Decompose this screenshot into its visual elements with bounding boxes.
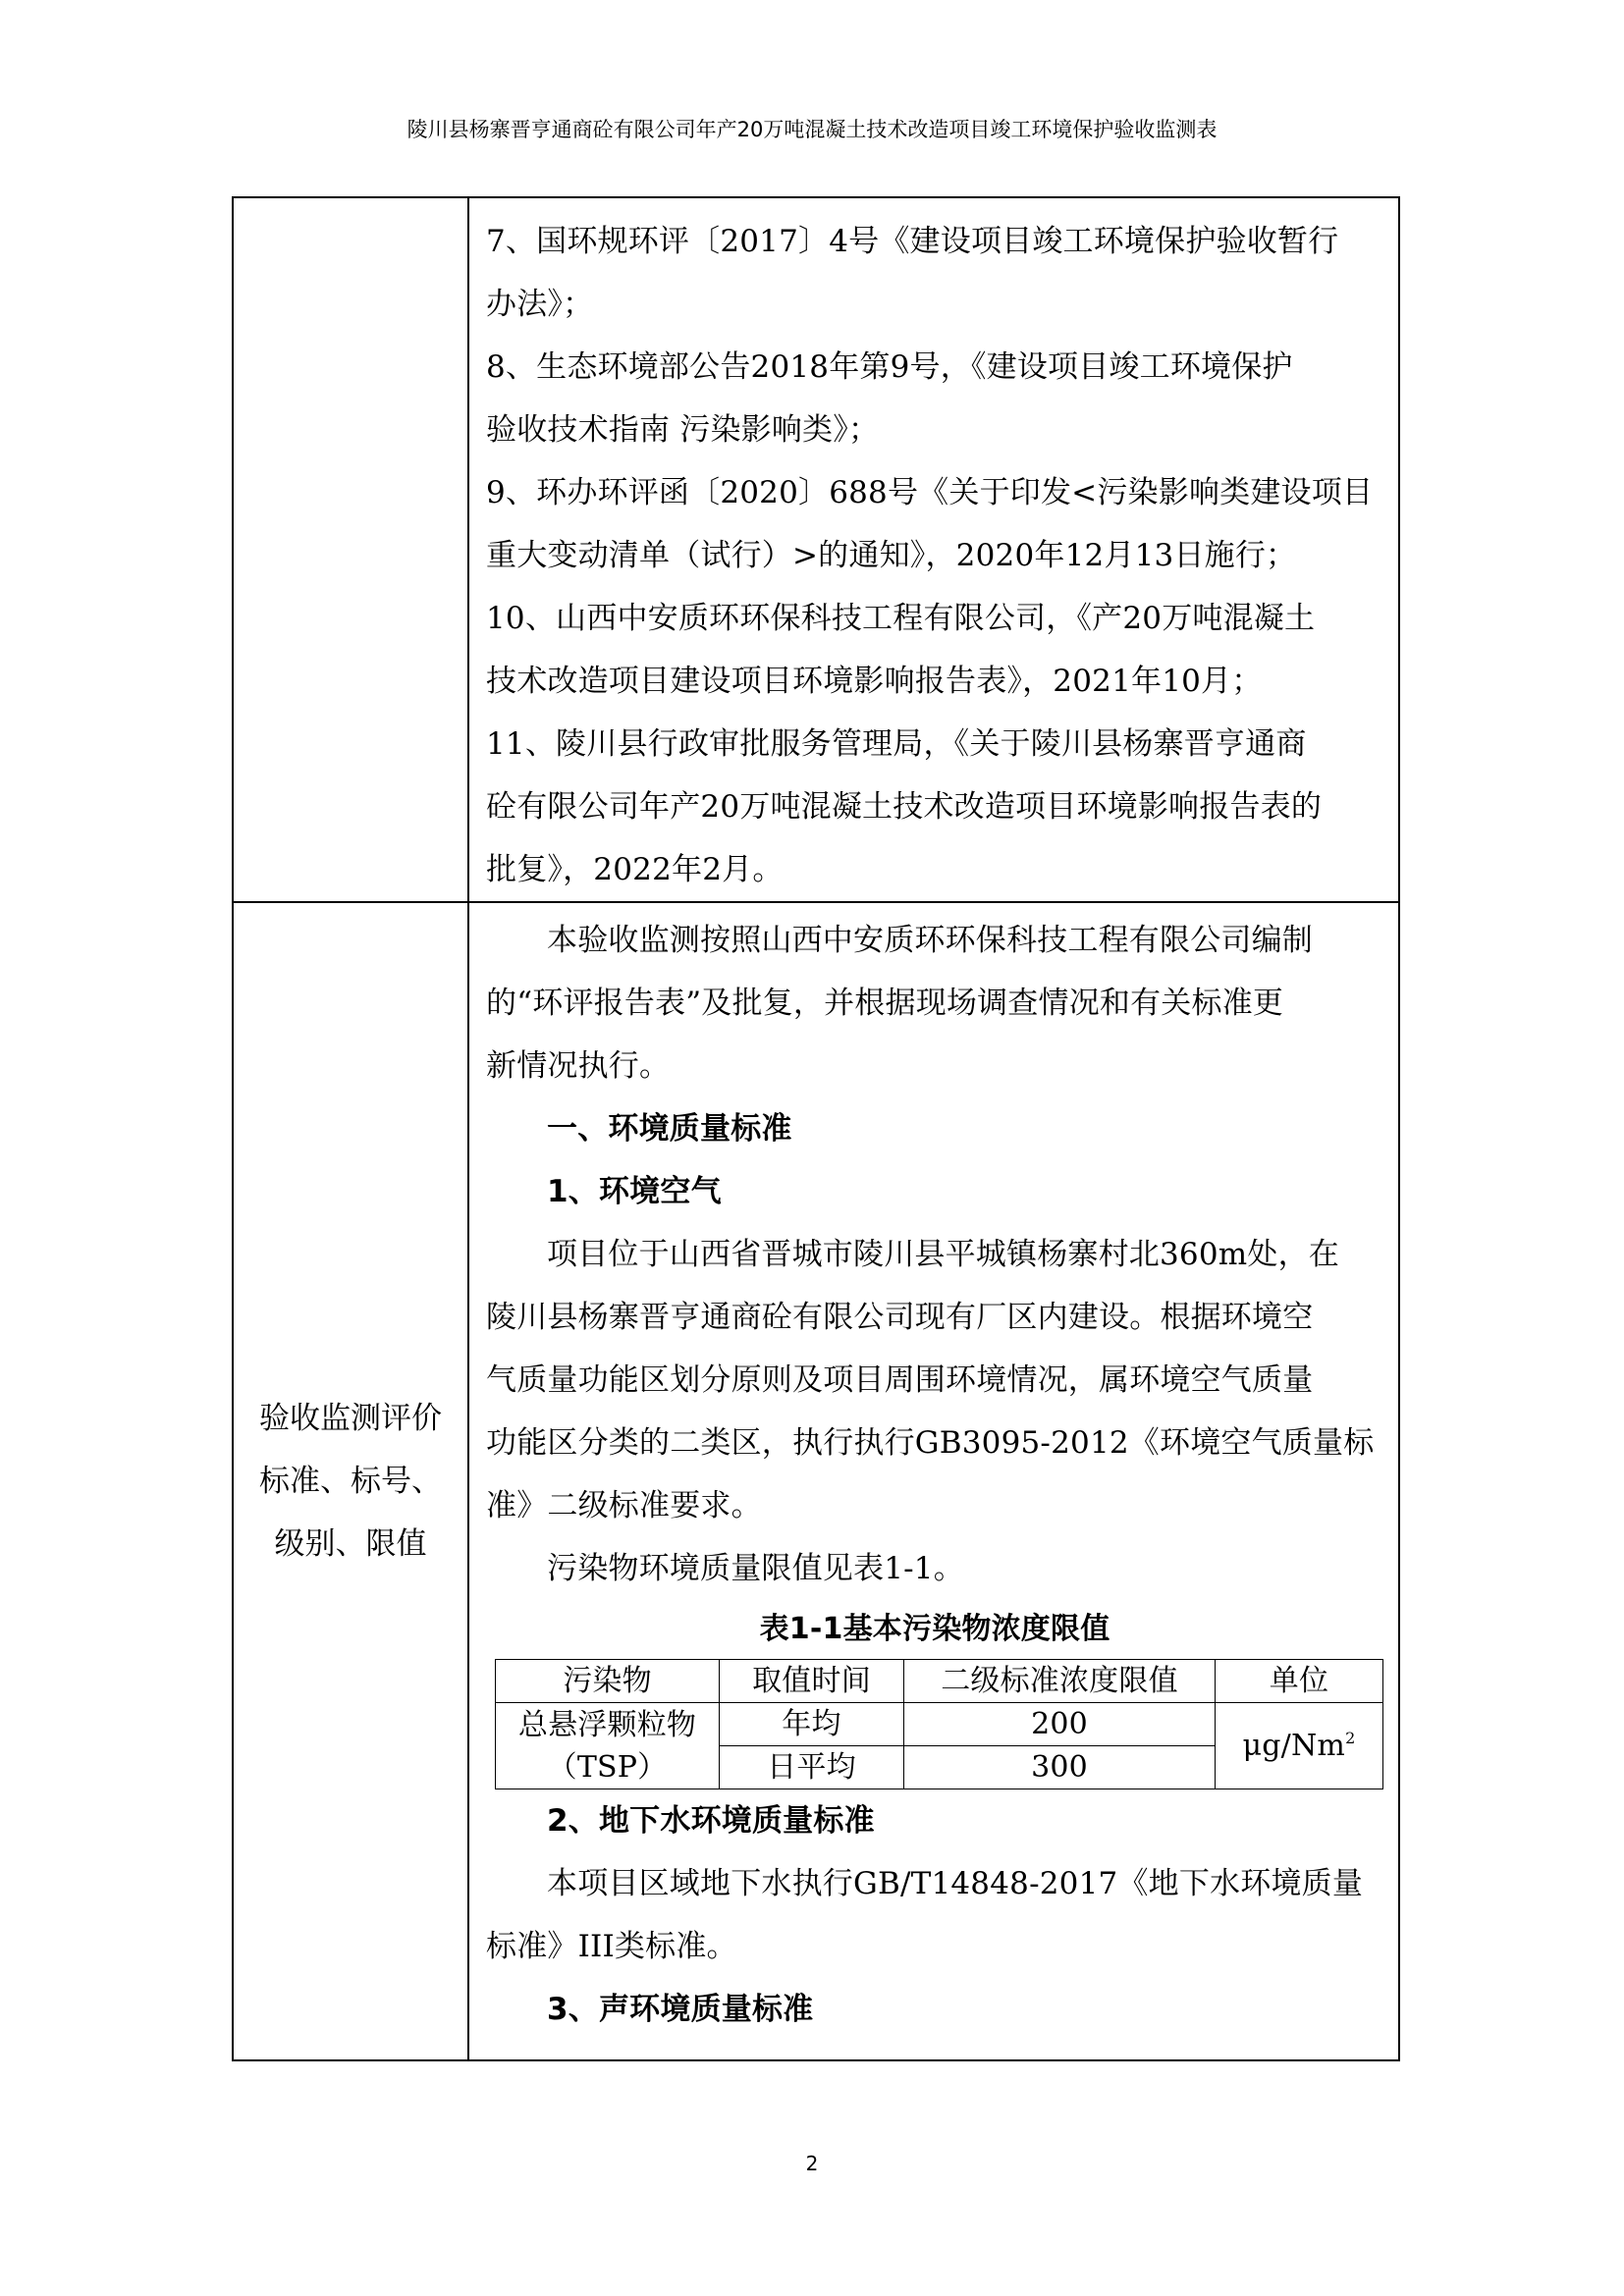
limit-cell: 200 <box>904 1703 1216 1746</box>
table-title: 表1-1基本污染物浓度限值 <box>759 1612 1110 1646</box>
column-header: 污染物 <box>496 1660 720 1703</box>
ref-line: 技术改造项目建设项目环境影响报告表》，2021年10月； <box>486 664 1263 699</box>
ref-line: 8、生态环境部公告2018年第9号，《建设项目竣工环境保护 <box>486 349 1293 385</box>
references-cell <box>468 197 1399 902</box>
subsection-heading-air: 1、环境空气 <box>547 1174 722 1209</box>
column-header: 取值时间 <box>720 1660 904 1703</box>
intro-line: 新情况执行。 <box>486 1048 671 1084</box>
section-heading: 一、环境质量标准 <box>547 1111 792 1147</box>
subsection-heading-groundwater: 2、地下水环境质量标准 <box>547 1803 875 1839</box>
ref-line: 验收技术指南 污染影响类》； <box>486 412 880 448</box>
air-line: 项目位于山西省晋城市陵川县平城镇杨寨村北360m处，在 <box>547 1237 1339 1272</box>
intro-line: 的“环评报告表”及批复，并根据现场调查情况和有关标准更 <box>486 986 1284 1021</box>
ref-line: 批复》，2022年2月。 <box>486 852 784 887</box>
ref-line: 11、陵川县行政审批服务管理局，《关于陵川县杨寨晋亨通商 <box>486 726 1307 762</box>
unit-base: μg/Nm <box>1242 1729 1346 1763</box>
table-row-standards <box>233 902 1399 2060</box>
document-header: 陵川县杨寨晋亨通商砼有限公司年产20万吨混凝土技术改造项目竣工环境保护验收监测表 <box>406 118 1218 141</box>
time-cell: 日平均 <box>720 1746 904 1789</box>
standards-label-line: 级别、限值 <box>274 1526 427 1562</box>
time-cell: 年均 <box>720 1703 904 1746</box>
air-line: 气质量功能区划分原则及项目周围环境情况，属环境空气质量 <box>486 1362 1314 1398</box>
ref-line: 办法》； <box>486 287 594 322</box>
standards-label-cell <box>233 902 468 2060</box>
limit-cell: 300 <box>904 1746 1216 1789</box>
air-line: 功能区分类的二类区，执行执行GB3095-2012《环境空气质量标 <box>486 1425 1375 1461</box>
column-header: 单位 <box>1216 1660 1383 1703</box>
groundwater-line: 本项目区域地下水执行GB/T14848-2017《地下水环境质量 <box>547 1866 1364 1901</box>
unit-superscript: 2 <box>1345 1729 1356 1747</box>
pollutant-cell <box>496 1703 720 1789</box>
ref-line: 7、国环规环评〔2017〕4号《建设项目竣工环境保护验收暂行 <box>486 224 1339 259</box>
table-row-references <box>233 197 1399 902</box>
ref-line: 砼有限公司年产20万吨混凝土技术改造项目环境影响报告表的 <box>486 789 1323 825</box>
ref-line: 10、山西中安质环环保科技工程有限公司，《产20万吨混凝土 <box>486 601 1316 636</box>
standards-content-cell <box>468 902 1399 2060</box>
ref-line: 重大变动清单（试行）>的通知》，2020年12月13日施行； <box>486 538 1297 573</box>
pollutant-name: 总悬浮颗粒物 <box>517 1707 697 1742</box>
standards-label-line: 标准、标号、 <box>259 1464 442 1499</box>
pollutant-abbr: （TSP） <box>547 1749 668 1785</box>
pollutant-limit-table <box>495 1659 1383 1789</box>
page-number: 2 <box>805 2152 819 2175</box>
table-row <box>496 1703 1383 1746</box>
table-reference: 污染物环境质量限值见表1-1。 <box>547 1551 964 1586</box>
unit-cell <box>1216 1703 1383 1789</box>
subsection-heading-noise: 3、声环境质量标准 <box>547 1992 814 2027</box>
air-line: 陵川县杨寨晋亨通商砼有限公司现有厂区内建设。根据环境空 <box>486 1300 1314 1335</box>
table-header-row <box>496 1660 1383 1703</box>
ref-line: 9、环办环评函〔2020〕688号《关于印发<污染影响类建设项目 <box>486 475 1374 510</box>
air-line: 准》二级标准要求。 <box>486 1488 762 1523</box>
main-table <box>232 196 1400 2061</box>
standards-label-line: 验收监测评价 <box>259 1401 442 1436</box>
intro-line: 本验收监测按照山西中安质环环保科技工程有限公司编制 <box>547 923 1313 958</box>
row-label-empty <box>233 197 468 902</box>
groundwater-line: 标准》III类标准。 <box>486 1929 737 1964</box>
column-header: 二级标准浓度限值 <box>904 1660 1216 1703</box>
